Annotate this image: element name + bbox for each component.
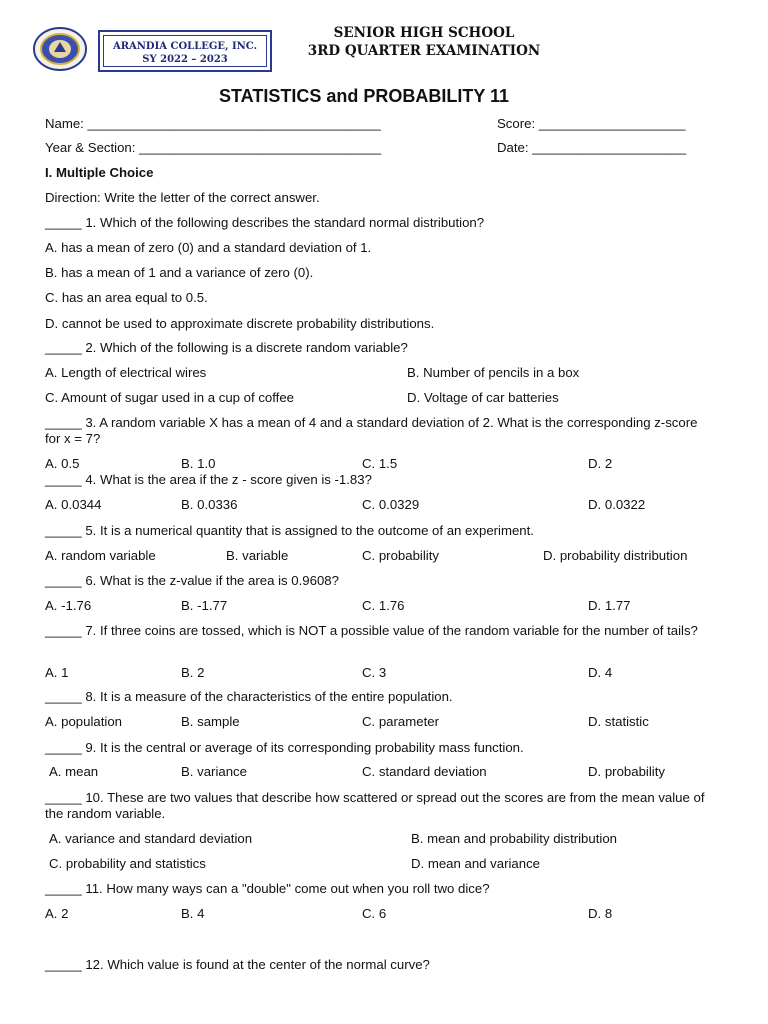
q9-option-c: C. standard deviation [362,764,487,779]
exam-heading: 3RD QUARTER EXAMINATION [307,43,541,59]
q3-option-b: B. 1.0 [181,456,216,471]
q9-option-a: A. mean [49,764,99,779]
q3-option-c: C. 1.5 [362,456,398,471]
q4-option-c: C. 0.0329 [362,497,420,512]
q8-option-c: C. parameter [362,714,439,729]
page-title: STATISTICS and PROBABILITY 11 [219,86,510,106]
q6-option-d: D. 1.77 [588,598,631,613]
direction-text: Direction: Write the letter of the correct answer. [45,190,320,205]
level-heading: SENIOR HIGH SCHOOL [333,25,515,41]
question-2: _____ 2. Which of the following is a discrete random variable? [45,340,408,355]
question-8: _____ 8. It is a measure of the characteristics of the entire population. [45,689,453,704]
q11-option-b: B. 4 [181,906,205,921]
q8-option-d: D. statistic [588,714,649,729]
q6-option-c: C. 1.76 [362,598,405,613]
question-6: _____ 6. What is the z-value if the area is 0.9608? [45,573,339,588]
q1-option-c: C. has an area equal to 0.5. [45,290,208,305]
question-7: _____ 7. If three coins are tossed, which is NOT a possible value of the random variable for the number of tails? [45,623,698,638]
q2-option-a: A. Length of electrical wires [45,365,207,380]
q8-option-a: A. population [45,714,122,729]
q11-option-d: D. 8 [588,906,613,921]
q7-option-d: D. 4 [588,665,613,680]
q6-option-a: A. -1.76 [45,598,92,613]
date-field[interactable]: Date: _____________________ [497,140,687,155]
q8-option-b: B. sample [181,714,240,729]
question-3: _____ 3. A random variable X has a mean of 4 and a standard deviation of 2. What is the corresponding z-score for x = 7? [45,415,698,446]
question-11: _____ 11. How many ways can a "double" come out when you roll two dice? [45,881,490,896]
question-1: _____ 1. Which of the following describes the standard normal distribution? [45,215,485,230]
q4-option-d: D. 0.0322 [588,497,646,512]
q1-option-a: A. has a mean of zero (0) and a standard deviation of 1. [45,240,372,255]
q1-option-b: B. has a mean of 1 and a variance of zero (0). [45,265,314,280]
q9-option-d: D. probability [588,764,665,779]
q2-option-d: D. Voltage of car batteries [407,390,559,405]
year-section-field[interactable]: Year & Section: _________________________________ [45,140,382,155]
question-4: _____ 4. What is the area if the z - score given is -1.83? [45,472,372,487]
q10-option-a: A. variance and standard deviation [49,831,253,846]
q7-option-b: B. 2 [181,665,205,680]
question-10: _____ 10. These are two values that describe how scattered or spread out the scores are from the mean value of the random variable. [45,790,705,821]
q6-option-b: B. -1.77 [181,598,228,613]
school-name-box [98,30,272,72]
q10-option-d: D. mean and variance [411,856,541,871]
name-field[interactable]: Name: ________________________________________ [45,116,381,131]
q7-option-a: A. 1 [45,665,69,680]
q11-option-a: A. 2 [45,906,69,921]
q4-option-b: B. 0.0336 [181,497,238,512]
q5-option-b: B. variable [226,548,289,563]
q5-option-c: C. probability [362,548,439,563]
section-title: I. Multiple Choice [45,165,154,180]
q9-option-b: B. variance [181,764,247,779]
q3-option-a: A. 0.5 [45,456,80,471]
college-seal-icon [32,26,88,72]
q11-option-c: C. 6 [362,906,387,921]
question-9: _____ 9. It is the central or average of its corresponding probability mass function. [45,740,524,755]
q3-option-d: D. 2 [588,456,613,471]
q1-option-d: D. cannot be used to approximate discrete probability distributions. [45,316,435,331]
q10-option-c: C. probability and statistics [49,856,206,871]
q5-option-a: A. random variable [45,548,156,563]
q7-option-c: C. 3 [362,665,387,680]
school-year: SY 2022 – 2023 [142,54,228,65]
q2-option-b: B. Number of pencils in a box [407,365,580,380]
q5-option-d: D. probability distribution [543,548,688,563]
q10-option-b: B. mean and probability distribution [411,831,617,846]
question-5: _____ 5. It is a numerical quantity that is assigned to the outcome of an experiment. [45,523,534,538]
score-field[interactable]: Score: ____________________ [497,116,686,131]
school-name: ARANDIA COLLEGE, INC. [112,41,258,52]
question-12: _____ 12. Which value is found at the center of the normal curve? [45,957,430,972]
q4-option-a: A. 0.0344 [45,497,102,512]
q2-option-c: C. Amount of sugar used in a cup of coffee [45,390,295,405]
